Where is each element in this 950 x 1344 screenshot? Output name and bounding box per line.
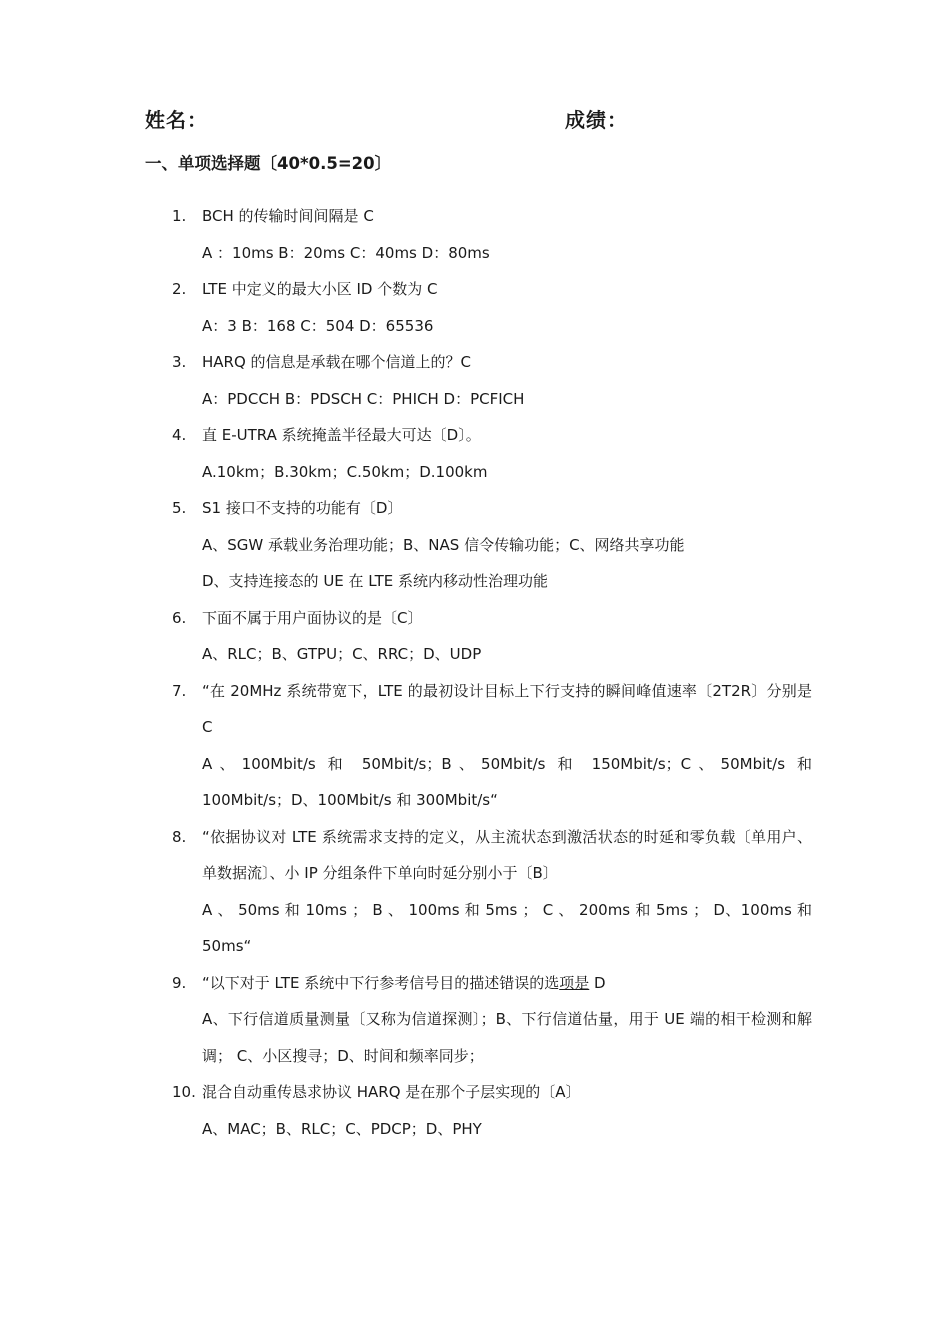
stem-text: “以下对于 LTE 系统中下行参考信号目的描述错误的选 (202, 973, 560, 992)
question-3 (172, 344, 812, 417)
question-options: A：3 B：168 C：504 D：65536 (202, 316, 434, 335)
question-4 (172, 417, 812, 490)
question-number: 10. (172, 1083, 196, 1101)
question-stem: 直 E-UTRA 系统掩盖半径最大可达〔D〕。 (202, 426, 481, 444)
question-number: 6. (172, 608, 187, 627)
question-options: A：PDCCH B：PDSCH C：PHICH D：PCFICH (202, 389, 525, 408)
question-1 (172, 198, 812, 271)
question-options: A、RLC；B、GTPU；C、RRC；D、UDP (202, 645, 482, 663)
question-number: 4. (172, 426, 187, 444)
question-number: 9. (172, 973, 187, 992)
question-options: A ：10ms B：20ms C：40ms D：80ms (202, 243, 490, 262)
question-stem: 混合自动重传恳求协议 HARQ 是在那个子层实现的〔A〕 (202, 1083, 581, 1101)
question-options: A 、 50ms 和 10ms ； B 、 100ms 和 5ms ； C 、 200ms 和 5ms ； D、100ms 和 50ms“ (202, 900, 812, 955)
section-title: 一、单项选择题〔40*0.5=20〕 (145, 154, 392, 173)
question-6 (172, 600, 812, 673)
question-stem: “依据协议对 LTE 系统需求支持的定义，从主流状态到激活状态的时延和零负载〔单用户、单数据流〕、小 IP 分组条件下单向时延分别小于〔B〕 (202, 827, 812, 882)
question-stem: S1 接口不支持的功能有〔D〕 (202, 499, 403, 517)
question-options: D、支持连接态的 UE 在 LTE 系统内移动性治理功能 (202, 572, 549, 590)
question-options: A、100Mbit/s 和 50Mbit/s；B、50Mbit/s 和 150Mbit/s；C、50Mbit/s 和 100Mbit/s；D、100Mbit/s 和 300Mbit/s“ (202, 754, 812, 809)
question-number: 5. (172, 499, 187, 517)
question-9 (172, 965, 812, 1075)
question-10 (172, 1074, 812, 1147)
question-7 (172, 673, 812, 819)
question-8 (172, 819, 812, 965)
stem-underlined-text: 项是 (559, 973, 590, 992)
score-label: 成绩： (565, 108, 628, 132)
question-options: A、下行信道质量测量〔又称为信道探测〕；B、下行信道估量，用于 UE 端的相干检测和解调； C、小区搜寻；D、时间和频率同步； (202, 1010, 812, 1065)
question-stem: “在 20MHz 系统带宽下，LTE 的最初设计目标上下行支持的瞬间峰值速率〔2T2R〕分别是 C (202, 681, 812, 736)
question-number: 7. (172, 681, 187, 700)
stem-answer: D (589, 973, 606, 992)
question-5 (172, 490, 812, 600)
question-2 (172, 271, 812, 344)
question-options: A、SGW 承载业务治理功能；B、NAS 信令传输功能；C、网络共享功能 (202, 535, 685, 554)
question-stem: BCH 的传输时间间隔是 C (202, 207, 374, 225)
question-number: 1. (172, 207, 187, 225)
question-stem: LTE 中定义的最大小区 ID 个数为 C (202, 280, 438, 298)
question-number: 2. (172, 280, 187, 298)
question-options: A.10km；B.30km；C.50km；D.100km (202, 462, 488, 481)
question-number: 8. (172, 827, 187, 846)
question-stem: HARQ 的信息是承载在哪个信道上的？C (202, 353, 472, 371)
name-label: 姓名： (145, 108, 208, 132)
question-stem (202, 965, 812, 1002)
question-options: A、MAC；B、RLC；C、PDCP；D、PHY (202, 1119, 482, 1138)
question-stem: 下面不属于用户面协议的是〔C〕 (202, 608, 423, 627)
question-list (172, 198, 812, 1147)
question-number: 3. (172, 353, 187, 371)
